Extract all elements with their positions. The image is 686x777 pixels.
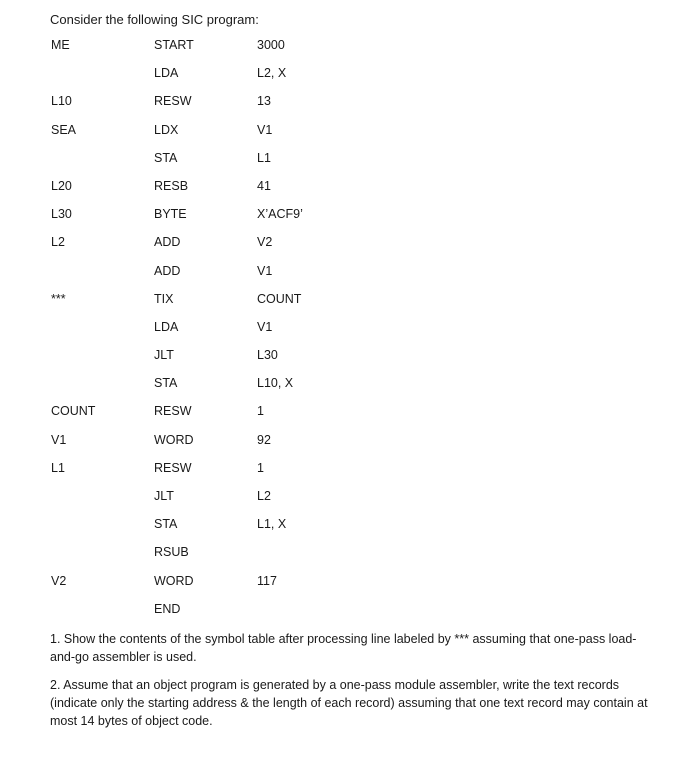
program-line xyxy=(0,207,686,235)
program-opcode: ADD xyxy=(154,263,181,278)
program-label: *** xyxy=(51,291,66,306)
question-2: 2. Assume that an object program is generated by a one-pass module assembler, write the text records (indicate only the starting address & the length of each record) assuming that one text record may contain at most 14 bytes of object code. xyxy=(50,678,648,728)
program-operand: V1 xyxy=(257,122,273,137)
program-operand: L1 xyxy=(257,150,271,165)
program-line xyxy=(0,235,686,263)
program-opcode: LDX xyxy=(154,122,179,137)
program-line xyxy=(0,433,686,461)
program-operand: 13 xyxy=(257,94,271,109)
program-line xyxy=(0,545,686,573)
program-line xyxy=(0,517,686,545)
program-opcode: END xyxy=(154,601,181,616)
program-operand: L2 xyxy=(257,489,271,503)
program-opcode: WORD xyxy=(154,573,194,588)
program-operand: 3000 xyxy=(257,38,285,52)
program-line xyxy=(0,461,686,489)
program-operand: L30 xyxy=(257,348,278,363)
program-opcode: JLT xyxy=(154,489,174,503)
program-line xyxy=(0,179,686,207)
program-operand: 1 xyxy=(257,404,264,419)
program-operand: L1, X xyxy=(257,517,287,532)
program-line xyxy=(0,123,686,151)
program-operand: 1 xyxy=(257,460,264,475)
program-opcode: ADD xyxy=(154,235,181,250)
program-opcode: BYTE xyxy=(154,207,187,222)
program-opcode: RESB xyxy=(154,178,189,193)
program-line xyxy=(0,376,686,404)
program-label: V1 xyxy=(51,432,67,447)
program-line xyxy=(0,489,686,517)
program-line xyxy=(0,320,686,348)
program-opcode: RSUB xyxy=(154,545,189,560)
program-label: L2 xyxy=(51,235,65,250)
question-1: 1. Show the contents of the symbol table after processing line labeled by *** assuming that one-pass load-and-go assembler is used. xyxy=(50,632,637,664)
program-label: L1 xyxy=(51,460,65,475)
program-operand: V1 xyxy=(257,263,273,278)
program-line xyxy=(0,348,686,376)
program-opcode: LDA xyxy=(154,66,179,81)
program-opcode: RESW xyxy=(154,404,192,419)
program-opcode: STA xyxy=(154,150,178,165)
questions-section xyxy=(50,630,650,740)
program-line xyxy=(0,574,686,602)
program-opcode: TIX xyxy=(154,291,174,306)
program-opcode: WORD xyxy=(154,432,194,447)
program-operand: COUNT xyxy=(257,291,302,306)
program-line xyxy=(0,264,686,292)
program-label: SEA xyxy=(51,122,77,137)
program-opcode: STA xyxy=(154,376,178,391)
sic-program-listing xyxy=(0,38,686,630)
program-operand: 41 xyxy=(257,178,271,193)
program-operand: V1 xyxy=(257,319,273,334)
program-label: V2 xyxy=(51,573,67,588)
program-label: COUNT xyxy=(51,404,96,419)
program-line xyxy=(0,151,686,179)
program-opcode: RESW xyxy=(154,94,192,109)
program-label: L20 xyxy=(51,178,72,193)
program-label: L10 xyxy=(51,94,72,109)
program-opcode: LDA xyxy=(154,319,179,334)
program-line xyxy=(0,602,686,630)
program-operand: 92 xyxy=(257,432,271,447)
program-operand: X’ACF9’ xyxy=(257,207,303,222)
program-label: ME xyxy=(51,38,70,52)
program-operand: L10, X xyxy=(257,376,294,391)
program-line xyxy=(0,404,686,432)
program-operand: L2, X xyxy=(257,66,287,81)
program-line xyxy=(0,38,686,66)
program-opcode: STA xyxy=(154,517,178,532)
program-opcode: JLT xyxy=(154,348,174,363)
intro-text: Consider the following SIC program: xyxy=(50,12,259,27)
program-label: L30 xyxy=(51,207,72,222)
program-opcode: RESW xyxy=(154,460,192,475)
program-line xyxy=(0,66,686,94)
program-opcode: START xyxy=(154,38,194,52)
program-line xyxy=(0,292,686,320)
program-operand: V2 xyxy=(257,235,273,250)
program-line xyxy=(0,94,686,122)
program-operand: 117 xyxy=(257,573,277,588)
